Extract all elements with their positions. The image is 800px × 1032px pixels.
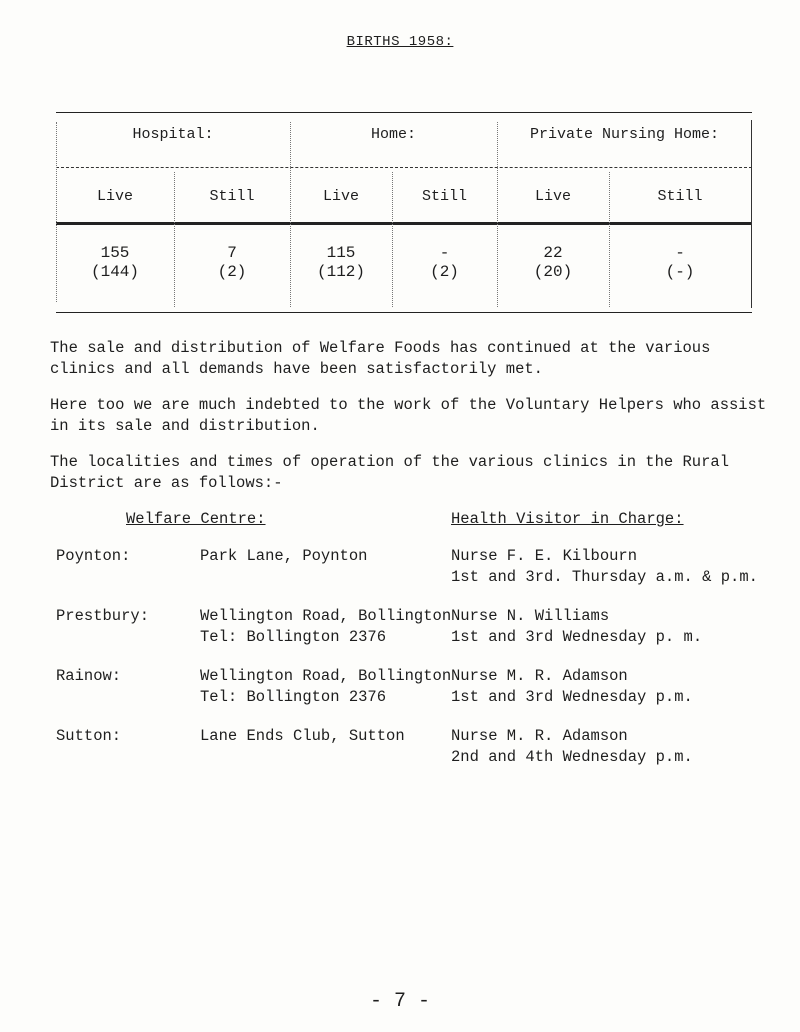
- table-right-edge: [751, 120, 752, 308]
- subheader-live: Live: [322, 188, 359, 205]
- subheader-still: Still: [209, 188, 255, 205]
- clinic-name: Sutton:: [56, 727, 122, 745]
- group-header-home: Home:: [370, 126, 416, 143]
- group-header-private: Private Nursing Home:: [529, 126, 720, 143]
- value-cell: 155 (144): [90, 244, 139, 281]
- paragraph: The localities and times of operation of the various clinics in the Rural District are as follows:-: [50, 453, 730, 492]
- clinic-location: Park Lane, Poynton: [200, 547, 368, 565]
- value-cell: 115 (112): [316, 244, 365, 281]
- page-number: - 7 -: [369, 990, 430, 1013]
- subheader-live: Live: [96, 188, 133, 205]
- value-cell: 7 (2): [217, 244, 247, 281]
- clinic-location: Wellington Road, Bollington Tel: Bollington 2376: [200, 607, 452, 646]
- welfare-centre-heading: Welfare Centre:: [126, 510, 266, 528]
- health-visitor-heading: Health Visitor in Charge:: [451, 510, 684, 528]
- table-top-rule: [56, 112, 752, 113]
- table-group-rule: [56, 167, 752, 168]
- clinic-name: Poynton:: [56, 547, 131, 565]
- title-text: BIRTHS 1958:: [346, 34, 454, 50]
- clinic-visitor: Nurse M. R. Adamson 1st and 3rd Wednesday p.m.: [451, 667, 693, 706]
- subheader-still: Still: [421, 188, 467, 205]
- births-table: [56, 112, 752, 314]
- value-cell: - (-): [665, 244, 695, 281]
- clinic-name: Prestbury:: [56, 607, 150, 625]
- group-header-hospital: Hospital:: [132, 126, 214, 143]
- clinic-visitor: Nurse M. R. Adamson 2nd and 4th Wednesday p.m.: [451, 727, 693, 766]
- value-cell: - (2): [430, 244, 459, 281]
- table-bottom-rule: [56, 312, 752, 313]
- clinic-location: Lane Ends Club, Sutton: [200, 727, 405, 745]
- clinic-visitor: Nurse F. E. Kilbourn 1st and 3rd. Thursday a.m. & p.m.: [451, 547, 758, 586]
- subheader-live: Live: [534, 188, 571, 205]
- clinic-visitor: Nurse N. Williams 1st and 3rd Wednesday p. m.: [451, 607, 703, 646]
- paragraph: Here too we are much indebted to the work of the Voluntary Helpers who assist in its sale and distribution.: [50, 396, 767, 435]
- value-cell: 22 (20): [533, 244, 573, 281]
- page-title: [0, 34, 800, 50]
- subheader-still: Still: [657, 188, 703, 205]
- table-header-rule: [56, 222, 752, 225]
- clinic-name: Rainow:: [56, 667, 122, 685]
- clinic-location: Wellington Road, Bollington Tel: Bollington 2376: [200, 667, 452, 706]
- paragraph: The sale and distribution of Welfare Foods has continued at the various clinics and all demands have been satisfactorily met.: [50, 339, 711, 378]
